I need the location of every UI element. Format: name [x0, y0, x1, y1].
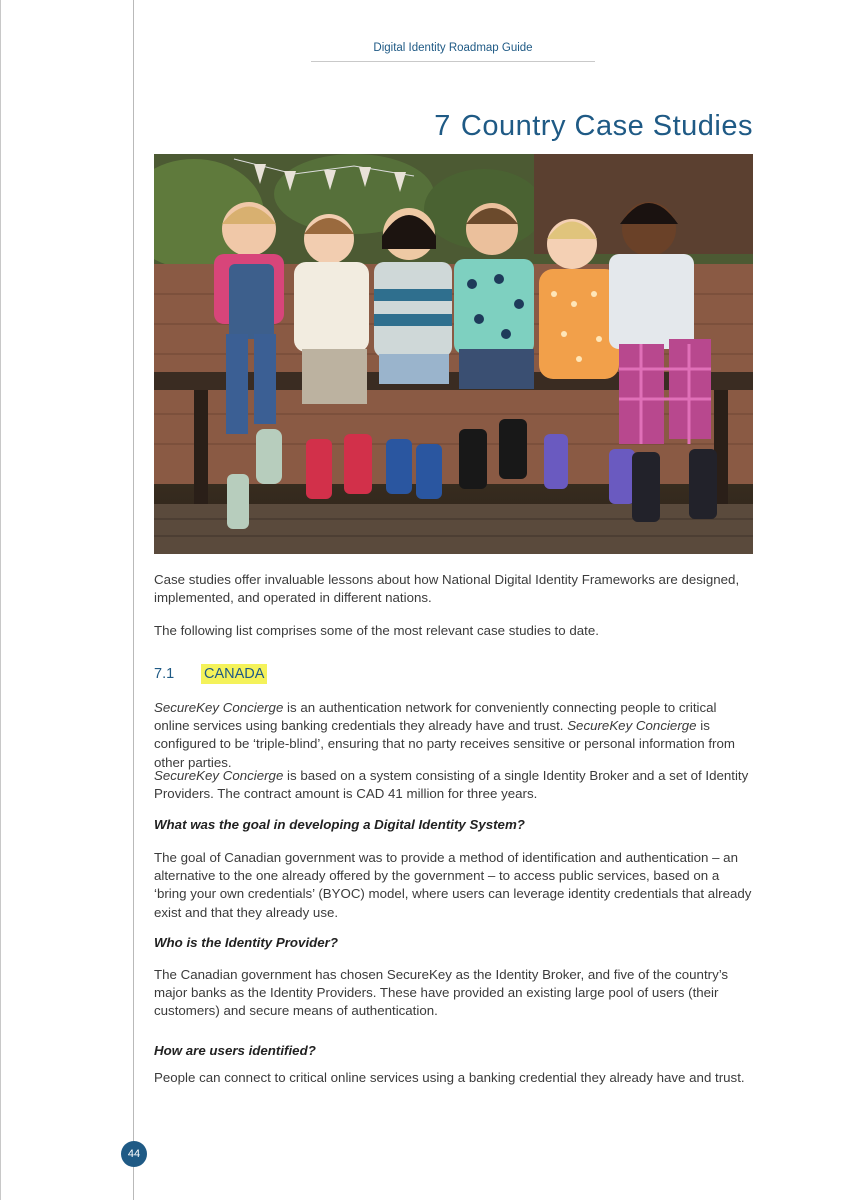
paragraph-text: is based on a system consisting of a single Identity Broker and a set of Identity Providers. The contract amount is CAD 41 million for three years.	[154, 768, 749, 802]
chapter-number: 7	[434, 110, 451, 142]
securekey-name: SecureKey Concierge	[154, 768, 284, 783]
section-heading	[154, 666, 267, 682]
children-photo-illustration	[154, 154, 753, 554]
page-edge-line	[0, 0, 1, 1200]
running-header: Digital Identity Roadmap Guide	[373, 42, 533, 54]
children-photo	[154, 154, 753, 554]
answer-users-identified: People can connect to critical online services using a banking credential they already have and trust.	[154, 1070, 745, 1085]
chapter-title-text: Country Case Studies	[460, 110, 753, 142]
question-goal: What was the goal in developing a Digital Identity System?	[154, 817, 525, 832]
margin-rule	[133, 0, 134, 1200]
question-users-identified: How are users identified?	[154, 1043, 316, 1058]
securekey-name: SecureKey Concierge	[567, 718, 697, 734]
section-title-highlight: CANADA	[201, 664, 267, 684]
paragraph-text: is configured to be ‘triple-blind’, ensuring that no party receives sensitive or personal information from other parties.	[154, 718, 735, 770]
header-rule	[311, 61, 595, 62]
answer-goal: The goal of Canadian government was to provide a method of identification and authentication – an alternative to the one already offered by the government – to access public services, based on a ‘bring your own credentials’ (BYOC) model, where users can leverage identity credentials that already exist and that they already use.	[154, 850, 752, 920]
securekey-name: SecureKey Concierge	[154, 700, 284, 715]
chapter-title	[434, 110, 753, 143]
answer-identity-provider: The Canadian government has chosen SecureKey as the Identity Broker, and five of the country’s major banks as the Identity Providers. These have provided an existing large pool of users (their customers) and secure means of authentication.	[154, 967, 729, 1019]
page-number-badge: 44	[121, 1141, 147, 1167]
canada-paragraph-2	[154, 767, 753, 803]
intro-paragraph-list: The following list comprises some of the most relevant case studies to date.	[154, 623, 599, 638]
section-number: 7.1	[154, 666, 175, 682]
intro-paragraph: Case studies offer invaluable lessons about how National Digital Identity Frameworks are designed, implemented, and operated in different nations.	[154, 572, 740, 606]
canada-paragraph-1	[154, 699, 753, 772]
question-identity-provider: Who is the Identity Provider?	[154, 935, 338, 950]
paragraph-text: is an authentication network for conveniently connecting people to critical online services using banking credentials they already have and trust.	[154, 700, 717, 734]
